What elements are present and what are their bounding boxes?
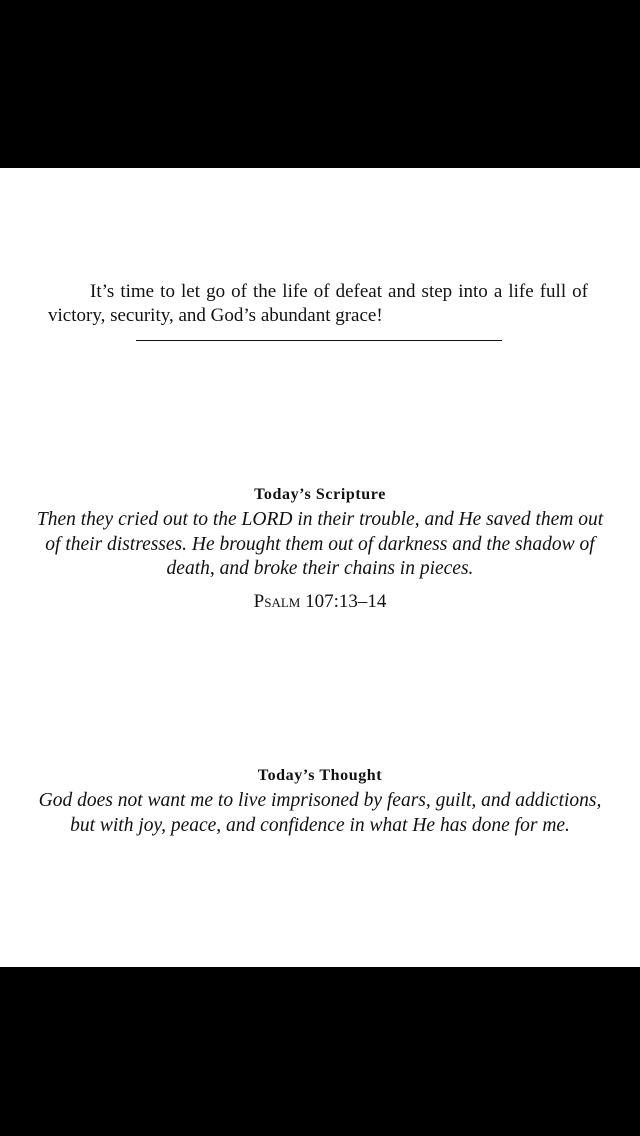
scripture-lord: LORD [241, 509, 293, 530]
scripture-reference-book: Psalm [253, 590, 301, 612]
thought-text: God does not want me to live imprisoned by fears, guilt, and addictions, but with joy, peace, and confidence in what He has done for me. [38, 790, 602, 836]
scripture-text-part-1: Then they cried out to the [36, 509, 242, 530]
book-page [0, 168, 640, 967]
thought-heading: Today’s Thought [257, 767, 383, 784]
scripture-heading: Today’s Scripture [254, 486, 386, 503]
section-divider [136, 340, 502, 341]
scripture-section [30, 484, 610, 614]
scripture-text-part-2: in their trouble, and He saved them out of their distresses. He brought them out of darkness and the shadow of death, and broke their chains in pieces. [45, 509, 604, 579]
thought-section [30, 765, 610, 838]
scripture-text [30, 508, 610, 582]
scripture-reference-verse: 107:13–14 [300, 590, 387, 612]
intro-paragraph: It’s time to let go of the life of defeat and step into a life full of victory, security, and God’s abundant grace! [48, 281, 588, 326]
scripture-reference [30, 590, 610, 614]
